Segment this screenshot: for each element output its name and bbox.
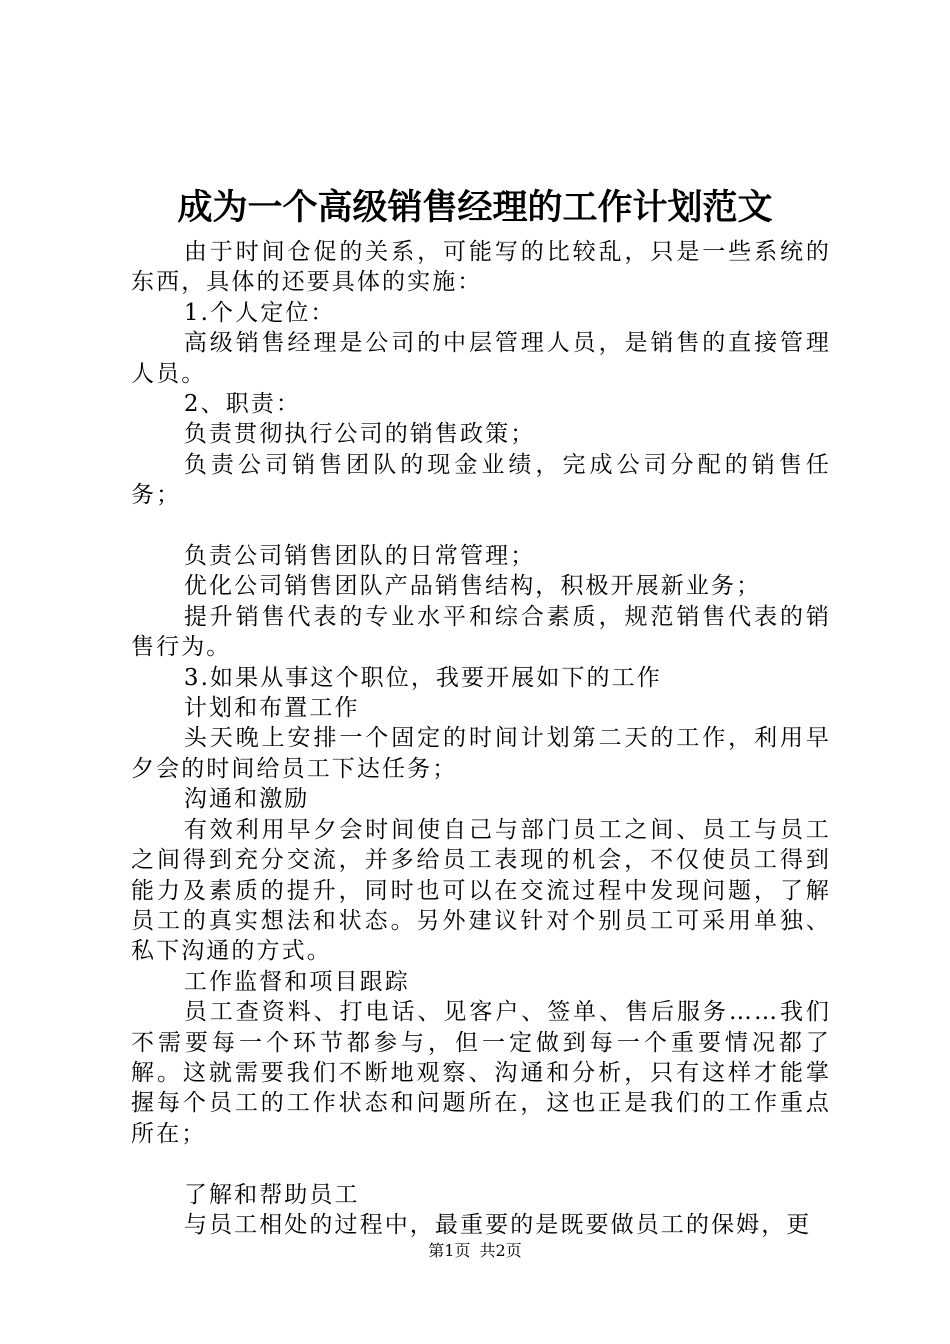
paragraph: 负责公司销售团队的现金业绩，完成公司分配的销售任务； <box>131 451 831 509</box>
paragraph: 负责贯彻执行公司的销售政策； <box>183 421 536 448</box>
paragraph: 由于时间仓促的关系，可能写的比较乱，只是一些系统的东西，具体的还要具体的实施： <box>131 239 831 296</box>
paragraph: 高级销售经理是公司的中层管理人员，是销售的直接管理人员。 <box>131 330 831 387</box>
paragraph: 3.如果从事这个职位，我要开展如下的工作 <box>183 664 662 691</box>
paragraph: 提升销售代表的专业水平和综合素质，规范销售代表的销售行为。 <box>131 603 831 661</box>
document-title: 成为一个高级销售经理的工作计划范文 <box>177 187 773 228</box>
paragraph: 1.个人定位： <box>183 299 336 326</box>
paragraph: 头天晚上安排一个固定的时间计划第二天的工作，利用早夕会的时间给员工下达任务； <box>131 725 831 782</box>
section-heading: 计划和布置工作 <box>183 695 360 722</box>
section-heading: 工作监督和项目跟踪 <box>183 968 410 995</box>
paragraph: 有效利用早夕会时间使自己与部门员工之间、员工与员工之间得到充分交流，并多给员工表现的机会，不仅使员工得到能力及素质的提升，同时也可以在交流过程中发现问题，了解员工的真实想法和状态。另外建议针对个别员工可采用单独、私下沟通的方式。 <box>131 816 831 965</box>
paragraph: 2、职责： <box>183 391 302 418</box>
page-footer <box>0 1239 950 1263</box>
paragraph: 员工查资料、打电话、见客户、签单、售后服务……我们不需要每一个环节都参与，但一定做到每一个重要情况都了解。这就需要我们不断地观察、沟通和分析，只有这样才能掌握每个员工的工作状态和问题所在，这也正是我们的工作重点所在； <box>131 999 831 1147</box>
paragraph: 负责公司销售团队的日常管理； <box>183 543 536 570</box>
page-total: 共2页 <box>479 1241 522 1260</box>
paragraph: 与员工相处的过程中，最重要的是既要做员工的保姆，更 <box>183 1211 812 1238</box>
page-number: 第1页 <box>428 1241 471 1260</box>
document-body <box>131 237 831 1240</box>
section-heading: 沟通和激励 <box>183 786 310 813</box>
paragraph: 优化公司销售团队产品销售结构，积极开展新业务； <box>183 573 762 600</box>
section-heading: 了解和帮助员工 <box>183 1181 360 1208</box>
